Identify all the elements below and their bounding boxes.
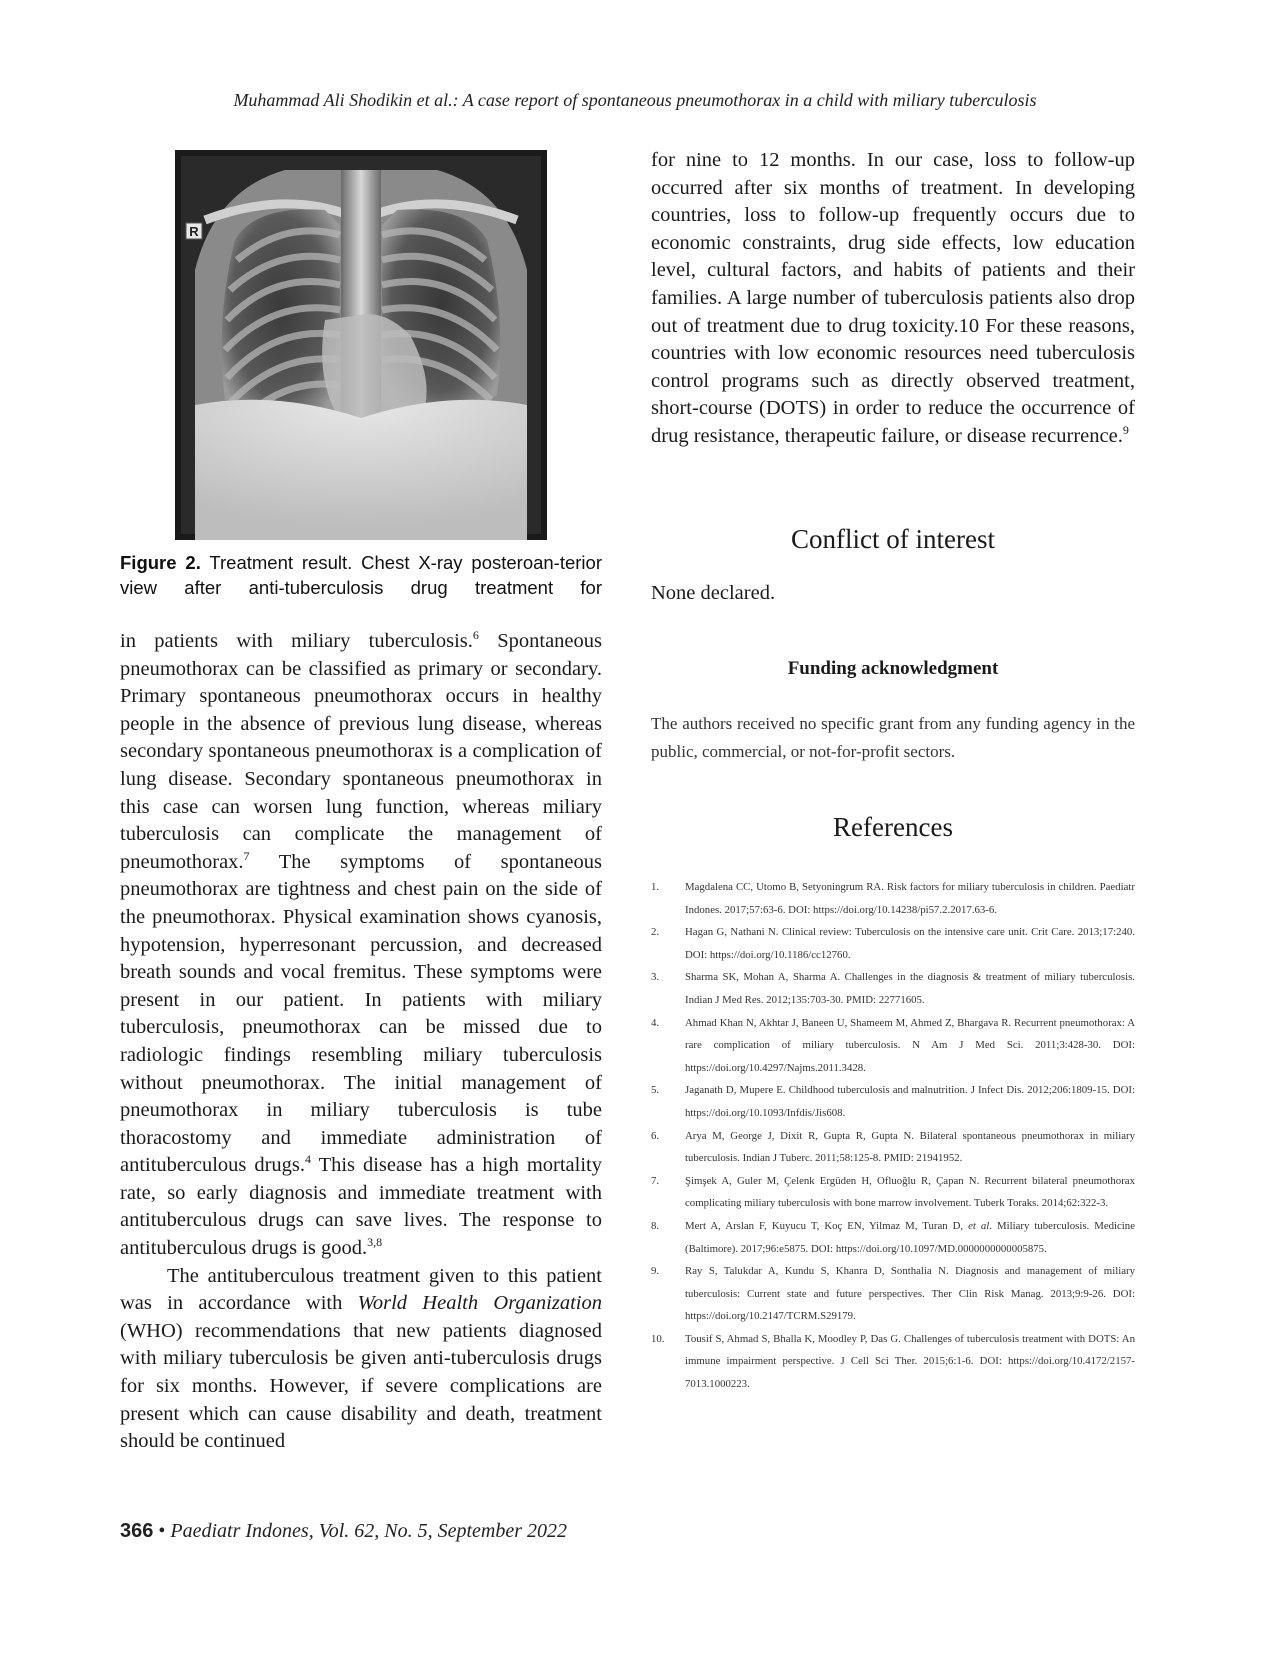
reference-text: Mert A, Arslan F, Kuyucu T, Koç EN, Yilmaz M, Turan D, [685,1219,969,1232]
reference-item [651,921,1135,966]
reference-number: 3. [651,971,660,984]
reference-item [651,1079,1135,1124]
reference-number: 5. [651,1084,660,1097]
figure-label: Figure 2. [120,552,201,573]
reference-number: 10. [651,1332,665,1345]
chest-xray-graphic [175,150,547,540]
reference-text: Arya M, George J, Dixit R, Gupta R, Gupta N. Bilateral spontaneous pneumothorax in miliary tuberculosis. Indian J Tuberc. 2011;58:125-8. PMID: 21941952. [685,1129,1135,1165]
conflict-text: None declared. [651,582,776,604]
reference-text: Jaganath D, Mupere E. Childhood tuberculosis and malnutrition. J Infect Dis. 2012;206:1809-15. DOI: https://doi.org/10.1093/Infdis/Jis608. [685,1084,1135,1119]
italic-text: World Health Organization [357,1292,602,1315]
reference-item [651,1215,1135,1260]
reference-item [651,876,1135,921]
figure-caption [120,550,602,600]
body-text: for nine to 12 months. In our case, loss to follow-up occurred after six months of treatment. In developing countries, loss to follow-up frequently occurs due to economic constraints, drug side effects, low education level, cultural factors, and habits of patients and their families. A large number of tuberculosis patients also drop out of treatment due to drug toxicity.10 For these reasons, countries with low economic resources need tuberculosis control programs such as directly observed treatment, short-course (DOTS) in order to reduce the occurrence of drug resistance, therapeutic failure, or disease recurrence. [651,149,1135,447]
reference-text: . Miliary tuberculosis. Medicine (Baltimore). 2017;96:e5875. DOI: https://doi.org/10.1097/MD.0000000000005875. [685,1219,1135,1255]
reference-number: 6. [651,1129,660,1142]
reference-item [651,1170,1135,1215]
citation-superscript: 6 [472,628,479,643]
reference-number: 1. [651,881,660,893]
body-text: The symptoms of spontaneous pneumothorax are tightness and chest pain on the side of the pneumothorax. Physical examination shows cyanosis, hypotension, hyperresonant percussion, and decreased breath sounds and vocal fremitus. These symptoms were present in our patient. In patients with miliary tuberculosis, pneumothorax can be missed due to radiologic findings resembling miliary tuberculosis without pneumothorax. The initial management of pneumothorax in miliary tuberculosis is tube thoracostomy and immediate administration of antituberculous drugs. [120,850,602,1177]
page-footer [120,1520,567,1543]
body-text: in patients with miliary tuberculosis. [120,630,473,652]
funding-heading: Funding acknowledgment [787,658,999,679]
reference-text: Hagan G, Nathani N. Clinical review: Tuberculosis on the intensive care unit. Crit Care. 2013;17:240. DOI: https://doi.org/10.1186/cc12760. [685,926,1135,961]
reference-text: Magdalena CC, Utomo B, Setyoningrum RA. Risk factors for miliary tuberculosis in children. Paediatr Indones. 2017;57:63-6. DOI: https://doi.org/10.14238/pi57.2.2017.63-6. [685,881,1135,916]
body-text: This disease has a high mortality rate, so early diagnosis and immediate treatment with antituberculous drugs can save lives. The response to antituberculous drugs is good. [120,1154,602,1260]
body-paragraph [120,1263,602,1456]
figure-caption-text: Treatment result. Chest X-ray posteroan-terior view after anti-tuberculosis drug treatment for [120,552,602,598]
page-number: 366 [120,1520,154,1542]
reference-item [651,1125,1135,1170]
reference-item [651,966,1135,1011]
reference-number: 2. [651,926,660,939]
conflict-heading: Conflict of interest [791,524,995,554]
reference-text: Tousif S, Ahmad S, Bhalla K, Moodley P, Das G. Challenges of tuberculosis treatment with DOTS: An immune impairment perspective. J Cell Sci Ther. 2015;6:1-6. DOI: https://doi.org/10.4172/2157-7013.1000223. [685,1332,1135,1391]
reference-number: 4. [651,1016,660,1029]
left-column [120,628,602,1456]
funding-text: The authors received no specific grant from any funding agency in the public, commercial, or not-for-profit sectors. [651,714,1135,761]
references-heading: References [833,812,953,842]
citation-superscript: 4 [305,1152,312,1167]
reference-text: Sharma SK, Mohan A, Sharma A. Challenges in the diagnosis & treatment of miliary tuberculosis. Indian J Med Res. 2012;135:703-30. PMID: 22771605. [685,971,1135,1006]
chest-xray-image [175,150,547,540]
reference-text: Ray S, Talukdar A, Kundu S, Khanra D, Sonthalia N. Diagnosis and management of miliary tuberculosis: Current state and future perspectives. Ther Clin Risk Manag. 2013;9:9-26. DOI: https://doi.org/10.2147/TCRM.S29179. [685,1265,1135,1323]
footer-bullet: • [158,1520,166,1542]
side-marker-text: R [189,224,199,239]
journal-citation: Paediatr Indones, Vol. 62, No. 5, September 2022 [170,1520,568,1542]
reference-number: 8. [651,1219,660,1232]
citation-superscript: 9 [1122,423,1129,438]
reference-text: Ahmad Khan N, Akhtar J, Baneen U, Shameem M, Ahmed Z, Bhargava R. Recurrent pneumothorax: A rare complication of miliary tuberculosis. N Am J Med Sci. 2011;3:428-30. DOI: https://doi.org/10.4297/Najms.2011.3428. [685,1016,1135,1074]
reference-number: 9. [651,1265,660,1278]
reference-list [651,876,1135,1396]
body-text: (WHO) recommendations that new patients diagnosed with miliary tuberculosis be given anti-tuberculosis drugs for six months. However, if severe complications are present which can cause disability and death, treatment should be continued [120,1319,602,1453]
citation-superscript: 3,8 [367,1235,383,1250]
right-column-text [651,147,1135,451]
reference-number: 7. [651,1174,660,1187]
reference-italic: et al [968,1219,990,1232]
body-paragraph [651,147,1135,451]
citation-superscript: 7 [243,848,250,863]
body-text: The antituberculous treatment given to this patient was in accordance with [120,1264,602,1315]
reference-item [651,1012,1135,1080]
reference-item [651,1260,1135,1328]
reference-item [651,1328,1135,1396]
reference-text: Şimşek A, Guler M, Çelenk Ergüden H, Ofluoğlu R, Çapan N. Recurrent bilateral pneumothorax complicating miliary tuberculosis with bone marrow involvement. Tuberk Toraks. 2014;62:322-3. [685,1174,1135,1210]
body-paragraph [120,628,602,1263]
running-head: Muhammad Ali Shodikin et al.: A case report of spontaneous pneumothorax in a child with miliary tuberculosis [233,90,1037,110]
body-text: Spontaneous pneumothorax can be classified as primary or secondary. Primary spontaneous pneumothorax occurs in healthy people in the absence of previous lung disease, whereas secondary spontaneous pneumothorax is a complication of lung disease. Secondary spontaneous pneumothorax in this case can worsen lung function, whereas miliary tuberculosis can complicate the management of pneumothorax. [120,630,602,873]
